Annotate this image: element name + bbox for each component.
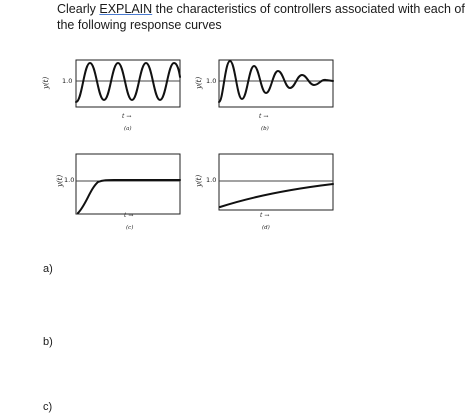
question-lead: Clearly (57, 2, 100, 16)
plot-a-graphic (38, 55, 188, 137)
plot-d-caption: (d) (262, 225, 270, 231)
plot-a-xlabel: t → (122, 113, 132, 120)
plot-c-frame (76, 154, 180, 214)
plot-d-tick: 1.0 (206, 176, 217, 184)
plot-c-response-curve (78, 180, 180, 213)
plot-b-caption: (b) (261, 126, 269, 132)
answer-label-a: a) (43, 263, 53, 275)
plot-d-response-curve (220, 184, 333, 207)
question-keyword: EXPLAIN (99, 2, 153, 16)
plot-b-graphic (191, 55, 341, 137)
answer-label-c: c) (43, 401, 53, 413)
plot-a-frame (76, 60, 180, 107)
plot-c-graphic (38, 149, 188, 235)
plot-c-ylabel: y(t) (56, 174, 64, 187)
plot-a-tick: 1.0 (62, 77, 73, 85)
plot-a-response-curve (76, 63, 180, 102)
plot-panel-c (38, 149, 188, 235)
plot-d-ylabel: y(t) (195, 174, 203, 187)
plot-panel-d (191, 149, 341, 235)
plot-a-caption: (a) (124, 126, 132, 132)
plot-c-xlabel: t → (124, 212, 134, 219)
plot-panel-a (38, 55, 188, 137)
plot-b-xlabel: t → (259, 113, 269, 120)
plot-d-xlabel: t → (260, 212, 270, 219)
question-text (57, 1, 467, 33)
plot-panel-b (191, 55, 341, 137)
question-rest: the characteristics of controllers associated with each of the following response curves (57, 2, 465, 32)
plot-b-response-curve (219, 61, 333, 102)
plot-a-ylabel: y(t) (42, 76, 50, 89)
plot-c-tick: 1.0 (64, 176, 75, 184)
answer-label-b: b) (43, 336, 53, 348)
plot-d-graphic (191, 149, 341, 235)
plot-b-tick: 1.0 (206, 77, 217, 85)
plot-c-caption: (c) (126, 225, 134, 231)
plot-b-ylabel: y(t) (195, 76, 203, 89)
